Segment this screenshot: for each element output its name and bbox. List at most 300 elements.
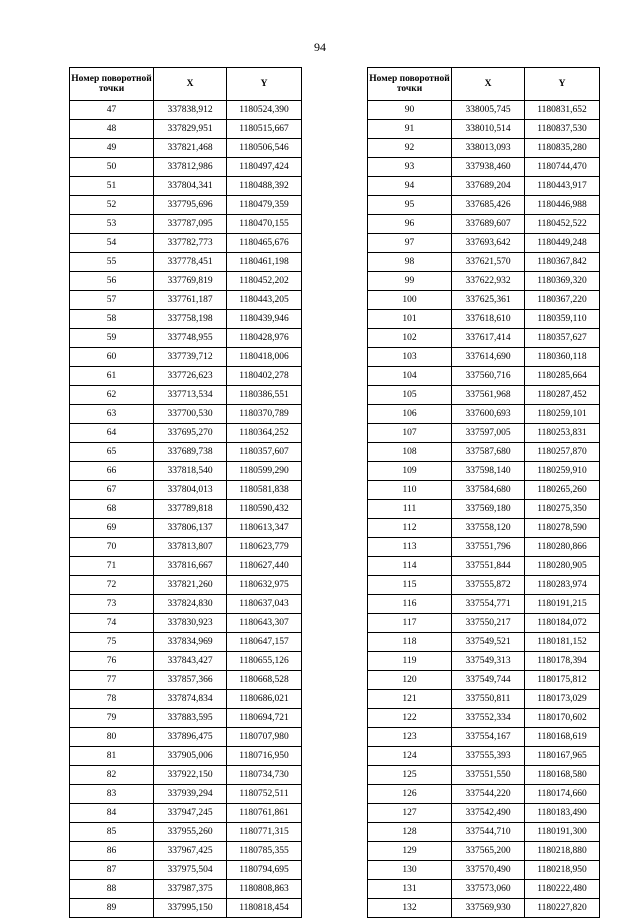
x-coordinate-cell: 337778,451 — [154, 253, 227, 272]
x-coordinate-cell: 337812,986 — [154, 158, 227, 177]
table-row — [70, 747, 302, 766]
x-coordinate-cell: 337789,818 — [154, 500, 227, 519]
point-number-cell: 49 — [70, 139, 154, 158]
y-coordinate-cell: 1180227,820 — [525, 899, 600, 918]
table-row — [368, 253, 600, 272]
x-coordinate-cell: 337551,796 — [452, 538, 525, 557]
x-coordinate-cell: 337561,968 — [452, 386, 525, 405]
point-number-cell: 109 — [368, 462, 452, 481]
x-coordinate-cell: 337584,680 — [452, 481, 525, 500]
y-coordinate-cell: 1180359,110 — [525, 310, 600, 329]
point-number-cell: 96 — [368, 215, 452, 234]
y-coordinate-cell: 1180581,838 — [227, 481, 302, 500]
header-point-number: Номер поворотной точки — [70, 68, 154, 101]
table-row — [70, 386, 302, 405]
point-number-cell: 62 — [70, 386, 154, 405]
y-coordinate-cell: 1180428,976 — [227, 329, 302, 348]
y-coordinate-cell: 1180771,315 — [227, 823, 302, 842]
point-number-cell: 103 — [368, 348, 452, 367]
table-row — [70, 880, 302, 899]
x-coordinate-cell: 337883,595 — [154, 709, 227, 728]
table-row — [70, 367, 302, 386]
table-row — [70, 728, 302, 747]
table-body-right — [368, 101, 600, 918]
x-coordinate-cell: 337939,294 — [154, 785, 227, 804]
table-row — [70, 481, 302, 500]
x-coordinate-cell: 337782,773 — [154, 234, 227, 253]
point-number-cell: 91 — [368, 120, 452, 139]
table-row — [368, 842, 600, 861]
point-number-cell: 126 — [368, 785, 452, 804]
point-number-cell: 108 — [368, 443, 452, 462]
y-coordinate-cell: 1180506,546 — [227, 139, 302, 158]
table-row — [368, 747, 600, 766]
point-number-cell: 99 — [368, 272, 452, 291]
point-number-cell: 130 — [368, 861, 452, 880]
x-coordinate-cell: 337614,690 — [452, 348, 525, 367]
y-coordinate-cell: 1180627,440 — [227, 557, 302, 576]
y-coordinate-cell: 1180443,917 — [525, 177, 600, 196]
x-coordinate-cell: 337555,872 — [452, 576, 525, 595]
y-coordinate-cell: 1180452,522 — [525, 215, 600, 234]
y-coordinate-cell: 1180643,307 — [227, 614, 302, 633]
table-row — [368, 671, 600, 690]
x-coordinate-cell: 337569,180 — [452, 500, 525, 519]
y-coordinate-cell: 1180191,215 — [525, 595, 600, 614]
x-coordinate-cell: 337569,930 — [452, 899, 525, 918]
table-row — [368, 215, 600, 234]
point-number-cell: 125 — [368, 766, 452, 785]
y-coordinate-cell: 1180443,205 — [227, 291, 302, 310]
point-number-cell: 65 — [70, 443, 154, 462]
table-row — [368, 120, 600, 139]
point-number-cell: 102 — [368, 329, 452, 348]
x-coordinate-cell: 337700,530 — [154, 405, 227, 424]
x-coordinate-cell: 337813,807 — [154, 538, 227, 557]
point-number-cell: 94 — [368, 177, 452, 196]
point-number-cell: 113 — [368, 538, 452, 557]
x-coordinate-cell: 337597,005 — [452, 424, 525, 443]
y-coordinate-cell: 1180716,950 — [227, 747, 302, 766]
y-coordinate-cell: 1180175,812 — [525, 671, 600, 690]
table-row — [368, 614, 600, 633]
table-row — [368, 861, 600, 880]
point-number-cell: 82 — [70, 766, 154, 785]
y-coordinate-cell: 1180707,980 — [227, 728, 302, 747]
header-x: X — [154, 68, 227, 101]
point-number-cell: 114 — [368, 557, 452, 576]
point-number-cell: 63 — [70, 405, 154, 424]
point-number-cell: 105 — [368, 386, 452, 405]
y-coordinate-cell: 1180257,870 — [525, 443, 600, 462]
table-row — [70, 861, 302, 880]
y-coordinate-cell: 1180831,652 — [525, 101, 600, 120]
y-coordinate-cell: 1180168,580 — [525, 766, 600, 785]
header-y: Y — [227, 68, 302, 101]
point-number-cell: 77 — [70, 671, 154, 690]
table-row — [368, 405, 600, 424]
x-coordinate-cell: 337726,623 — [154, 367, 227, 386]
x-coordinate-cell: 337922,150 — [154, 766, 227, 785]
point-number-cell: 98 — [368, 253, 452, 272]
x-coordinate-cell: 337758,198 — [154, 310, 227, 329]
table-row — [368, 633, 600, 652]
y-coordinate-cell: 1180470,155 — [227, 215, 302, 234]
point-number-cell: 83 — [70, 785, 154, 804]
x-coordinate-cell: 337947,245 — [154, 804, 227, 823]
point-number-cell: 97 — [368, 234, 452, 253]
y-coordinate-cell: 1180647,157 — [227, 633, 302, 652]
y-coordinate-cell: 1180386,551 — [227, 386, 302, 405]
point-number-cell: 100 — [368, 291, 452, 310]
y-coordinate-cell: 1180637,043 — [227, 595, 302, 614]
table-row — [70, 272, 302, 291]
table-row — [70, 519, 302, 538]
point-number-cell: 75 — [70, 633, 154, 652]
x-coordinate-cell: 337565,200 — [452, 842, 525, 861]
header-y: Y — [525, 68, 600, 101]
table-row — [368, 766, 600, 785]
table-row — [368, 101, 600, 120]
coordinates-table-right — [367, 67, 600, 918]
y-coordinate-cell: 1180761,861 — [227, 804, 302, 823]
x-coordinate-cell: 337761,187 — [154, 291, 227, 310]
table-row — [368, 462, 600, 481]
y-coordinate-cell: 1180167,965 — [525, 747, 600, 766]
point-number-cell: 71 — [70, 557, 154, 576]
y-coordinate-cell: 1180218,950 — [525, 861, 600, 880]
table-row — [368, 196, 600, 215]
y-coordinate-cell: 1180173,029 — [525, 690, 600, 709]
y-coordinate-cell: 1180449,248 — [525, 234, 600, 253]
point-number-cell: 66 — [70, 462, 154, 481]
point-number-cell: 115 — [368, 576, 452, 595]
y-coordinate-cell: 1180613,347 — [227, 519, 302, 538]
point-number-cell: 60 — [70, 348, 154, 367]
point-number-cell: 51 — [70, 177, 154, 196]
table-row — [70, 291, 302, 310]
x-coordinate-cell: 337830,923 — [154, 614, 227, 633]
point-number-cell: 70 — [70, 538, 154, 557]
point-number-cell: 123 — [368, 728, 452, 747]
y-coordinate-cell: 1180222,480 — [525, 880, 600, 899]
table-row — [368, 481, 600, 500]
y-coordinate-cell: 1180808,863 — [227, 880, 302, 899]
y-coordinate-cell: 1180184,072 — [525, 614, 600, 633]
table-row — [70, 120, 302, 139]
point-number-cell: 55 — [70, 253, 154, 272]
table-row — [70, 500, 302, 519]
x-coordinate-cell: 338013,093 — [452, 139, 525, 158]
point-number-cell: 92 — [368, 139, 452, 158]
x-coordinate-cell: 337787,095 — [154, 215, 227, 234]
x-coordinate-cell: 337554,167 — [452, 728, 525, 747]
y-coordinate-cell: 1180655,126 — [227, 652, 302, 671]
table-row — [368, 424, 600, 443]
y-coordinate-cell: 1180367,842 — [525, 253, 600, 272]
table-row — [70, 557, 302, 576]
table-header-row — [368, 68, 600, 101]
table-row — [368, 576, 600, 595]
y-coordinate-cell: 1180367,220 — [525, 291, 600, 310]
y-coordinate-cell: 1180418,006 — [227, 348, 302, 367]
x-coordinate-cell: 337618,610 — [452, 310, 525, 329]
x-coordinate-cell: 337625,361 — [452, 291, 525, 310]
table-row — [368, 291, 600, 310]
y-coordinate-cell: 1180590,432 — [227, 500, 302, 519]
x-coordinate-cell: 337587,680 — [452, 443, 525, 462]
table-row — [368, 804, 600, 823]
point-number-cell: 68 — [70, 500, 154, 519]
point-number-cell: 124 — [368, 747, 452, 766]
table-row — [70, 804, 302, 823]
y-coordinate-cell: 1180632,975 — [227, 576, 302, 595]
table-row — [368, 652, 600, 671]
y-coordinate-cell: 1180253,831 — [525, 424, 600, 443]
table-row — [368, 158, 600, 177]
point-number-cell: 111 — [368, 500, 452, 519]
table-row — [70, 462, 302, 481]
point-number-cell: 50 — [70, 158, 154, 177]
table-row — [70, 253, 302, 272]
point-number-cell: 107 — [368, 424, 452, 443]
x-coordinate-cell: 337550,217 — [452, 614, 525, 633]
point-number-cell: 64 — [70, 424, 154, 443]
point-number-cell: 101 — [368, 310, 452, 329]
page-number: 94 — [314, 40, 326, 54]
table-row — [368, 709, 600, 728]
table-row — [368, 367, 600, 386]
x-coordinate-cell: 337769,819 — [154, 272, 227, 291]
x-coordinate-cell: 337550,811 — [452, 690, 525, 709]
point-number-cell: 61 — [70, 367, 154, 386]
y-coordinate-cell: 1180439,946 — [227, 310, 302, 329]
coordinates-table-left — [69, 67, 302, 918]
y-coordinate-cell: 1180369,320 — [525, 272, 600, 291]
table-body-left — [70, 101, 302, 918]
x-coordinate-cell: 337739,712 — [154, 348, 227, 367]
header-point-number: Номер поворотной точки — [368, 68, 452, 101]
point-number-cell: 47 — [70, 101, 154, 120]
table-row — [368, 348, 600, 367]
y-coordinate-cell: 1180668,528 — [227, 671, 302, 690]
table-row — [368, 272, 600, 291]
table-row — [70, 405, 302, 424]
x-coordinate-cell: 337938,460 — [452, 158, 525, 177]
x-coordinate-cell: 337821,468 — [154, 139, 227, 158]
x-coordinate-cell: 337975,504 — [154, 861, 227, 880]
x-coordinate-cell: 337857,366 — [154, 671, 227, 690]
x-coordinate-cell: 337804,013 — [154, 481, 227, 500]
point-number-cell: 54 — [70, 234, 154, 253]
header-x: X — [452, 68, 525, 101]
point-number-cell: 76 — [70, 652, 154, 671]
table-row — [70, 158, 302, 177]
x-coordinate-cell: 337570,490 — [452, 861, 525, 880]
table-row — [70, 196, 302, 215]
x-coordinate-cell: 337551,550 — [452, 766, 525, 785]
x-coordinate-cell: 337804,341 — [154, 177, 227, 196]
point-number-cell: 79 — [70, 709, 154, 728]
table-row — [70, 766, 302, 785]
x-coordinate-cell: 337995,150 — [154, 899, 227, 918]
x-coordinate-cell: 337552,334 — [452, 709, 525, 728]
point-number-cell: 69 — [70, 519, 154, 538]
point-number-cell: 131 — [368, 880, 452, 899]
point-number-cell: 74 — [70, 614, 154, 633]
x-coordinate-cell: 337987,375 — [154, 880, 227, 899]
y-coordinate-cell: 1180259,101 — [525, 405, 600, 424]
point-number-cell: 112 — [368, 519, 452, 538]
y-coordinate-cell: 1180402,278 — [227, 367, 302, 386]
y-coordinate-cell: 1180259,910 — [525, 462, 600, 481]
point-number-cell: 118 — [368, 633, 452, 652]
y-coordinate-cell: 1180280,905 — [525, 557, 600, 576]
point-number-cell: 127 — [368, 804, 452, 823]
table-row — [70, 215, 302, 234]
point-number-cell: 78 — [70, 690, 154, 709]
point-number-cell: 128 — [368, 823, 452, 842]
x-coordinate-cell: 337544,710 — [452, 823, 525, 842]
point-number-cell: 53 — [70, 215, 154, 234]
y-coordinate-cell: 1180357,627 — [525, 329, 600, 348]
y-coordinate-cell: 1180170,602 — [525, 709, 600, 728]
point-number-cell: 81 — [70, 747, 154, 766]
y-coordinate-cell: 1180364,252 — [227, 424, 302, 443]
y-coordinate-cell: 1180446,988 — [525, 196, 600, 215]
x-coordinate-cell: 337617,414 — [452, 329, 525, 348]
y-coordinate-cell: 1180623,779 — [227, 538, 302, 557]
table-row — [368, 595, 600, 614]
table-row — [70, 538, 302, 557]
y-coordinate-cell: 1180283,974 — [525, 576, 600, 595]
point-number-cell: 122 — [368, 709, 452, 728]
x-coordinate-cell: 337967,425 — [154, 842, 227, 861]
y-coordinate-cell: 1180837,530 — [525, 120, 600, 139]
table-row — [368, 177, 600, 196]
table-row — [70, 614, 302, 633]
table-row — [70, 424, 302, 443]
table-row — [368, 880, 600, 899]
y-coordinate-cell: 1180280,866 — [525, 538, 600, 557]
point-number-cell: 67 — [70, 481, 154, 500]
table-row — [368, 310, 600, 329]
y-coordinate-cell: 1180752,511 — [227, 785, 302, 804]
point-number-cell: 116 — [368, 595, 452, 614]
table-row — [368, 557, 600, 576]
x-coordinate-cell: 337824,830 — [154, 595, 227, 614]
y-coordinate-cell: 1180794,695 — [227, 861, 302, 880]
x-coordinate-cell: 337689,204 — [452, 177, 525, 196]
point-number-cell: 89 — [70, 899, 154, 918]
y-coordinate-cell: 1180488,392 — [227, 177, 302, 196]
x-coordinate-cell: 337806,137 — [154, 519, 227, 538]
table-row — [70, 899, 302, 918]
point-number-cell: 57 — [70, 291, 154, 310]
table-row — [70, 690, 302, 709]
y-coordinate-cell: 1180465,676 — [227, 234, 302, 253]
x-coordinate-cell: 337693,642 — [452, 234, 525, 253]
x-coordinate-cell: 337955,260 — [154, 823, 227, 842]
y-coordinate-cell: 1180479,359 — [227, 196, 302, 215]
x-coordinate-cell: 337689,607 — [452, 215, 525, 234]
point-number-cell: 73 — [70, 595, 154, 614]
table-row — [368, 519, 600, 538]
table-row — [70, 329, 302, 348]
y-coordinate-cell: 1180785,355 — [227, 842, 302, 861]
y-coordinate-cell: 1180599,290 — [227, 462, 302, 481]
x-coordinate-cell: 337544,220 — [452, 785, 525, 804]
x-coordinate-cell: 337551,844 — [452, 557, 525, 576]
point-number-cell: 86 — [70, 842, 154, 861]
table-row — [368, 823, 600, 842]
table-row — [70, 652, 302, 671]
y-coordinate-cell: 1180181,152 — [525, 633, 600, 652]
x-coordinate-cell: 337549,744 — [452, 671, 525, 690]
x-coordinate-cell: 337838,912 — [154, 101, 227, 120]
y-coordinate-cell: 1180275,350 — [525, 500, 600, 519]
point-number-cell: 52 — [70, 196, 154, 215]
x-coordinate-cell: 337573,060 — [452, 880, 525, 899]
x-coordinate-cell: 337829,951 — [154, 120, 227, 139]
x-coordinate-cell: 338005,745 — [452, 101, 525, 120]
y-coordinate-cell: 1180168,619 — [525, 728, 600, 747]
table-row — [368, 386, 600, 405]
point-number-cell: 56 — [70, 272, 154, 291]
x-coordinate-cell: 337821,260 — [154, 576, 227, 595]
x-coordinate-cell: 337600,693 — [452, 405, 525, 424]
point-number-cell: 95 — [368, 196, 452, 215]
x-coordinate-cell: 337555,393 — [452, 747, 525, 766]
y-coordinate-cell: 1180497,424 — [227, 158, 302, 177]
table-row — [70, 101, 302, 120]
x-coordinate-cell: 338010,514 — [452, 120, 525, 139]
table-row — [70, 576, 302, 595]
y-coordinate-cell: 1180191,300 — [525, 823, 600, 842]
point-number-cell: 87 — [70, 861, 154, 880]
table-row — [368, 899, 600, 918]
y-coordinate-cell: 1180515,667 — [227, 120, 302, 139]
x-coordinate-cell: 337549,521 — [452, 633, 525, 652]
x-coordinate-cell: 337622,932 — [452, 272, 525, 291]
point-number-cell: 59 — [70, 329, 154, 348]
y-coordinate-cell: 1180818,454 — [227, 899, 302, 918]
x-coordinate-cell: 337685,426 — [452, 196, 525, 215]
y-coordinate-cell: 1180287,452 — [525, 386, 600, 405]
point-number-cell: 84 — [70, 804, 154, 823]
table-row — [70, 139, 302, 158]
y-coordinate-cell: 1180734,730 — [227, 766, 302, 785]
table-row — [70, 348, 302, 367]
y-coordinate-cell: 1180686,021 — [227, 690, 302, 709]
x-coordinate-cell: 337834,969 — [154, 633, 227, 652]
point-number-cell: 117 — [368, 614, 452, 633]
x-coordinate-cell: 337795,696 — [154, 196, 227, 215]
x-coordinate-cell: 337549,313 — [452, 652, 525, 671]
y-coordinate-cell: 1180524,390 — [227, 101, 302, 120]
table-row — [70, 671, 302, 690]
table-row — [70, 310, 302, 329]
x-coordinate-cell: 337689,738 — [154, 443, 227, 462]
y-coordinate-cell: 1180178,394 — [525, 652, 600, 671]
y-coordinate-cell: 1180452,202 — [227, 272, 302, 291]
point-number-cell: 129 — [368, 842, 452, 861]
table-row — [70, 595, 302, 614]
table-row — [70, 842, 302, 861]
point-number-cell: 58 — [70, 310, 154, 329]
y-coordinate-cell: 1180835,280 — [525, 139, 600, 158]
y-coordinate-cell: 1180370,789 — [227, 405, 302, 424]
